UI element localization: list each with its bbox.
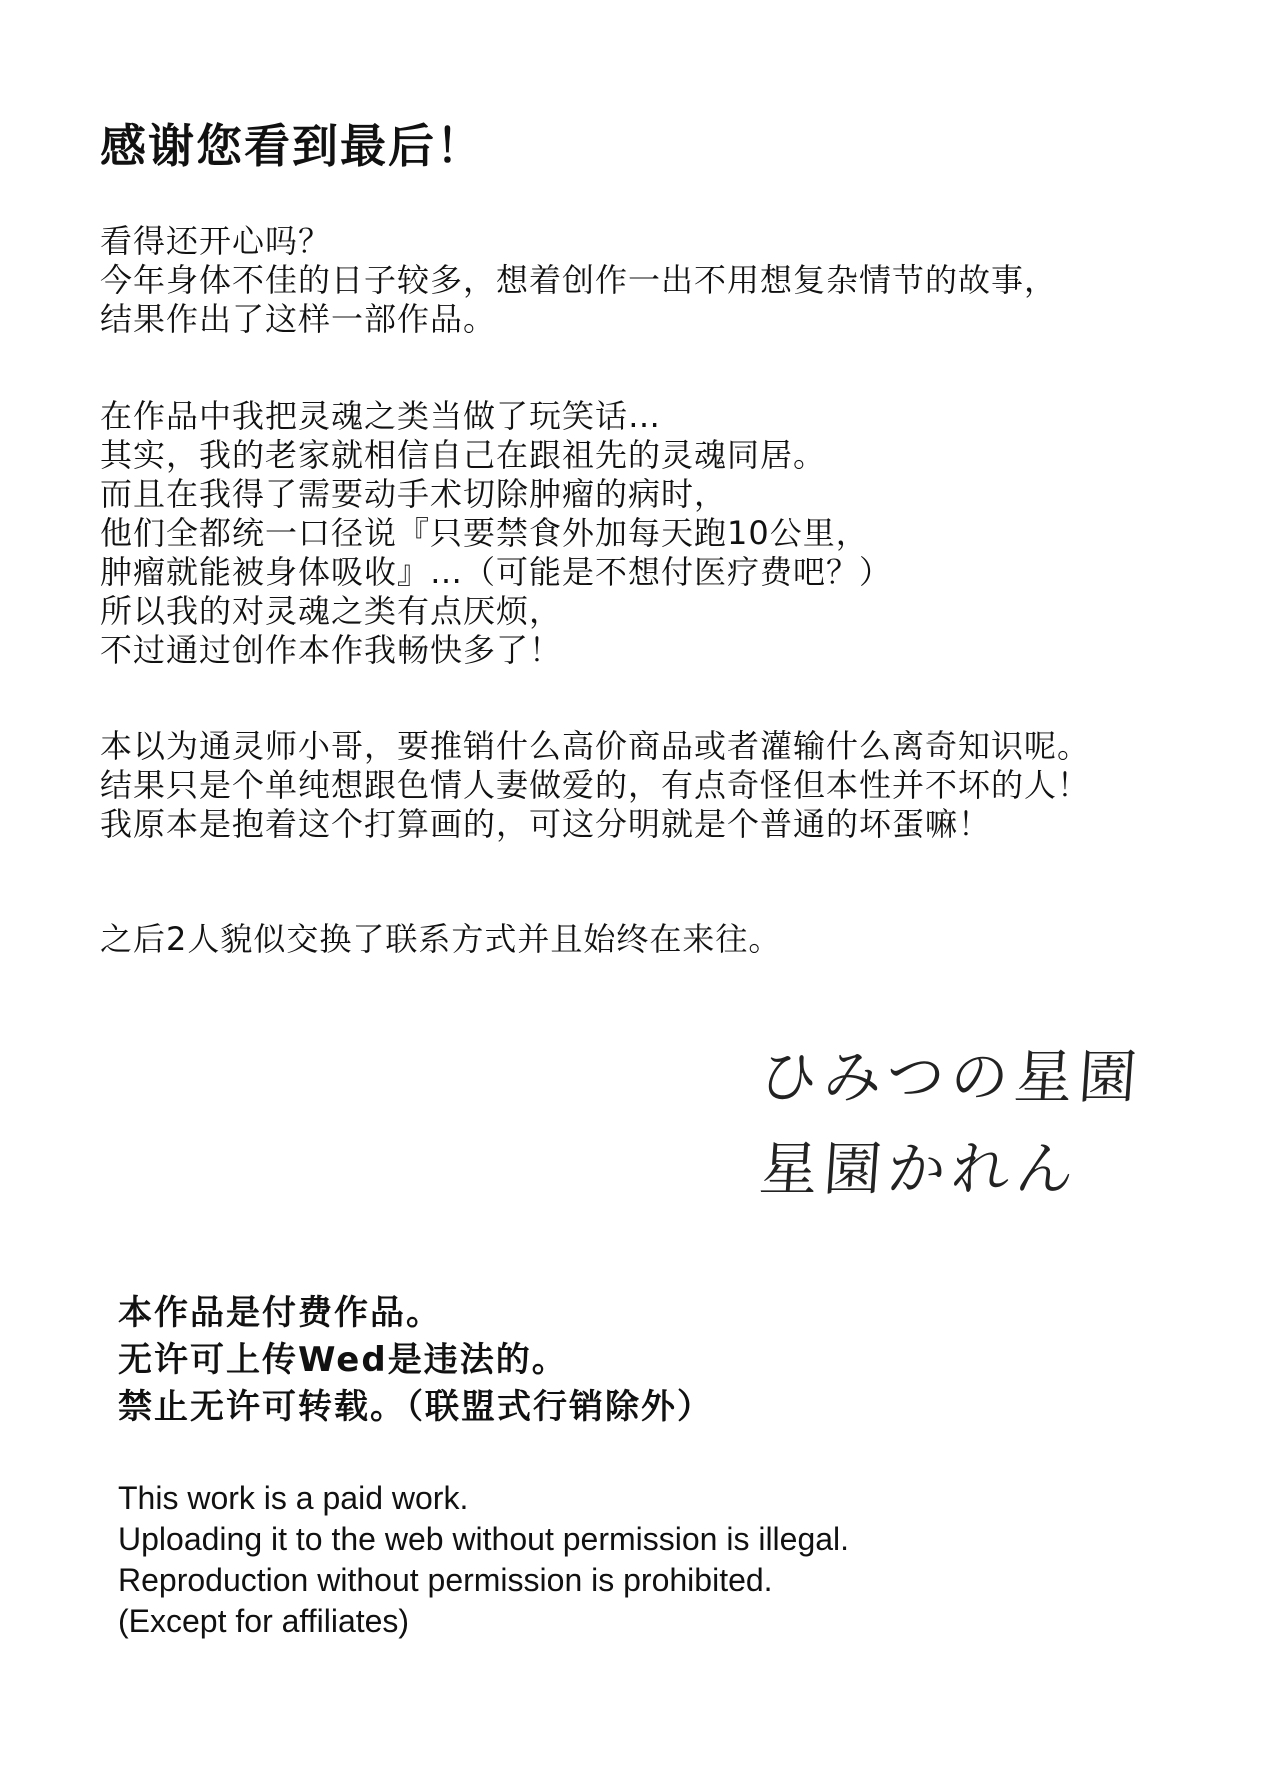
paragraph-line: 之后2人貌似交换了联系方式并且始终在来往。 <box>100 920 782 958</box>
paragraph-line: 肿瘤就能被身体吸收』…（可能是不想付医疗费吧？） <box>100 553 893 591</box>
paragraph-line: 我原本是抱着这个打算画的，可这分明就是个普通的坏蛋嘛！ <box>100 805 992 843</box>
notice-line: This work is a paid work. <box>118 1480 469 1516</box>
notice-line: 禁止无许可转载。（联盟式行销除外） <box>118 1387 713 1427</box>
page-title: 感谢您看到最后！ <box>100 119 484 173</box>
notice-line: (Except for affiliates) <box>118 1603 410 1639</box>
notice-line: Reproduction without permission is prohibited. <box>118 1562 773 1598</box>
paragraph-2 <box>100 397 892 670</box>
paragraph-line: 而且在我得了需要动手术切除肿瘤的病时， <box>100 475 728 513</box>
paragraph-line: 结果作出了这样一部作品。 <box>100 300 497 338</box>
paragraph-line: 在作品中我把灵魂之类当做了玩笑话… <box>100 397 662 435</box>
paragraph-line: 其实，我的老家就相信自己在跟祖先的灵魂同居。 <box>100 436 827 474</box>
signature-author-name: 星園かれん <box>757 1135 1083 1203</box>
paragraph-line: 今年身体不佳的日子较多，想着创作一出不用想复杂情节的故事， <box>100 261 1058 299</box>
notice-line: Uploading it to the web without permission is illegal. <box>118 1521 850 1557</box>
paragraph-line: 他们全都统一口径说『只要禁食外加每天跑10公里， <box>100 514 869 552</box>
paragraph-1 <box>100 222 1057 339</box>
paragraph-3 <box>100 727 1090 844</box>
paragraph-line: 本以为通灵师小哥，要推销什么高价商品或者灌输什么离奇知识呢。 <box>100 727 1091 765</box>
paragraph-line: 结果只是个单纯想跟色情人妻做爱的，有点奇怪但本性并不坏的人！ <box>100 766 1091 804</box>
paragraph-line: 所以我的对灵魂之类有点厌烦， <box>100 592 563 630</box>
signature-circle-name: ひみつの星園 <box>757 1043 1145 1111</box>
paragraph-4 <box>100 920 781 959</box>
paragraph-line: 不过通过创作本作我畅快多了！ <box>100 631 563 669</box>
paragraph-line: 看得还开心吗？ <box>100 222 332 260</box>
notice-line: 无许可上传Wed是违法的。 <box>118 1340 568 1380</box>
copyright-notice-chinese <box>118 1290 713 1431</box>
handwritten-signature <box>757 1030 1145 1220</box>
copyright-notice-english <box>118 1478 849 1642</box>
notice-line: 本作品是付费作品。 <box>118 1293 442 1333</box>
